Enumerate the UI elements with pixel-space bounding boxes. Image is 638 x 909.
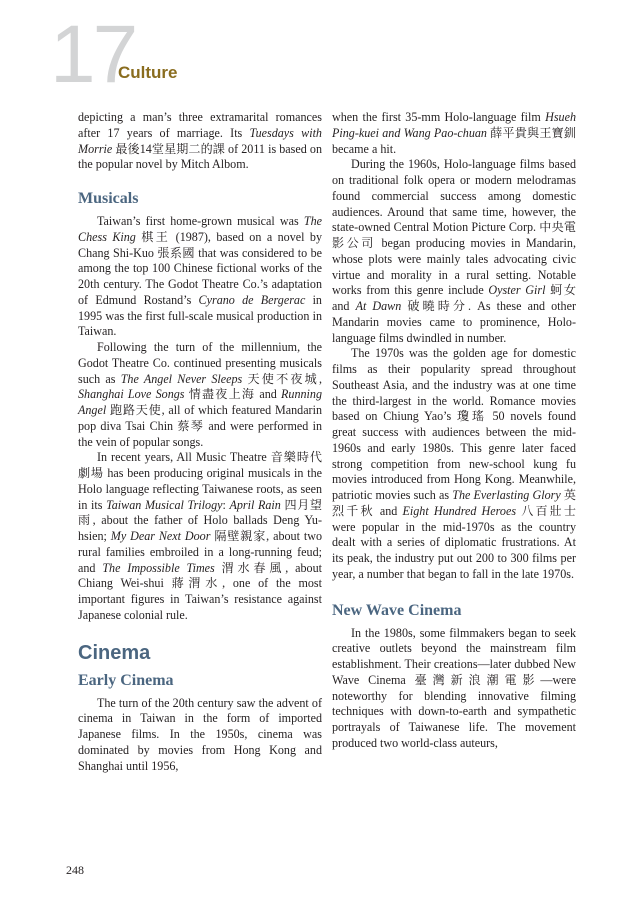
1960s-paragraph: During the 1960s, Holo-language films based on traditional folk opera or modern melodramas found commercial success among domestic audiences. Around that same time, however, the state-owned Central Motion Picture Corp. 中央電影公司 began producing movies in Mandarin, whose plots were mainly tales advocating civic virtue and morality in a rural setting. Notable works from this genre include Oyster Girl 蚵女 and At Dawn 破曉時分. As these and other Mandarin movies came to prominence, Holo-language films dwindled in number.	[332, 157, 576, 345]
early-cinema-paragraph-1: The turn of the 20th century saw the advent of cinema in Taiwan in the form of imported Japanese films. In the 1950s, cinema was dominated by movies from Hong Kong and Shanghai until 1956,	[78, 695, 322, 773]
right-column	[332, 110, 576, 752]
musicals-paragraph-2: Following the turn of the millennium, the Godot Theatre Co. continued presenting musicals such as The Angel Never Sleeps 天使不夜城, Shanghai Love Songs 情盡夜上海 and Running Angel 跑路天使, all of which featured Mandarin pop diva Tsai Chin 蔡琴 and were performed in the vein of popular songs.	[78, 340, 322, 449]
page-number: 248	[66, 863, 84, 877]
new-wave-paragraph-1: In the 1980s, some filmmakers began to seek creative outlets beyond the mainstream film establishment. Their creations—later dubbed New Wave Cinema 臺灣新浪潮電影—were noteworthy for blending innovative filming techniques with down-to-earth and sympathetic portrayals of Taiwanese life. The movement produced two world-class auteurs,	[332, 625, 576, 750]
new-wave-heading: New Wave Cinema	[332, 601, 462, 619]
chapter-title: Culture	[118, 63, 178, 82]
intro-paragraph: depicting a man’s three extramarital romances after 17 years of marriage. Its Tuesdays with Morrie 最後14堂星期二的課 of 2011 is based on the popular novel by Mitch Albom.	[78, 110, 322, 172]
1970s-paragraph: The 1970s was the golden age for domestic films as their popularity spread throughout Southeast Asia, and the industry was at one time the third-largest in the world. Romance movies based on Chiung Yao’s 瓊瑤 50 novels found great success with audiences between the mid-1960s and early 1980s. This genre later faced strong competition from new-school kung fu movies introduced from Hong Kong. Meanwhile, patriotic movies such as The Everlasting Glory 英烈千秋 and Eight Hundred Heroes 八百壯士 were popular in the mid-1970s as the country dealt with a series of diplomatic frustrations. At its peak, the industry put out 200 to 300 films per year, a number that began to fall in the late 1970s.	[332, 346, 576, 581]
early-cinema-heading: Early Cinema	[78, 671, 174, 689]
left-column	[78, 110, 322, 774]
continued-paragraph: when the first 35-mm Holo-language film Hsueh Ping-kuei and Wang Pao-chuan 薛平貴與王寶釧 became a hit.	[332, 110, 576, 156]
cinema-heading: Cinema	[78, 641, 151, 664]
musicals-heading: Musicals	[78, 190, 139, 207]
chapter-number: 17	[50, 9, 136, 100]
musicals-paragraph-3: In recent years, All Music Theatre 音樂時代劇場 has been producing original musicals in the Holo language reflecting Taiwanese roots, as seen in its Taiwan Musical Trilogy: April Rain 四月望雨, about the father of Holo ballads Deng Yu-hsien; My Dear Next Door 隔壁親家, about two rural families embroiled in a long-running feud; and The Impossible Times 渭水春風, about Chiang Wei-shui 蔣渭水, one of the most important figures in Taiwan’s resistance against Japanese colonial rule.	[78, 450, 322, 622]
musicals-paragraph-1: Taiwan’s first home-grown musical was The Chess King 棋王 (1987), based on a novel by Chang Shi-Kuo 張系國 that was considered to be among the top 100 Chinese fictional works of the 20th century. The Godot Theatre Co.’s adaptation of Edmund Rostand’s Cyrano de Bergerac in 1995 was the first full-scale musical production in Taiwan.	[78, 214, 322, 339]
